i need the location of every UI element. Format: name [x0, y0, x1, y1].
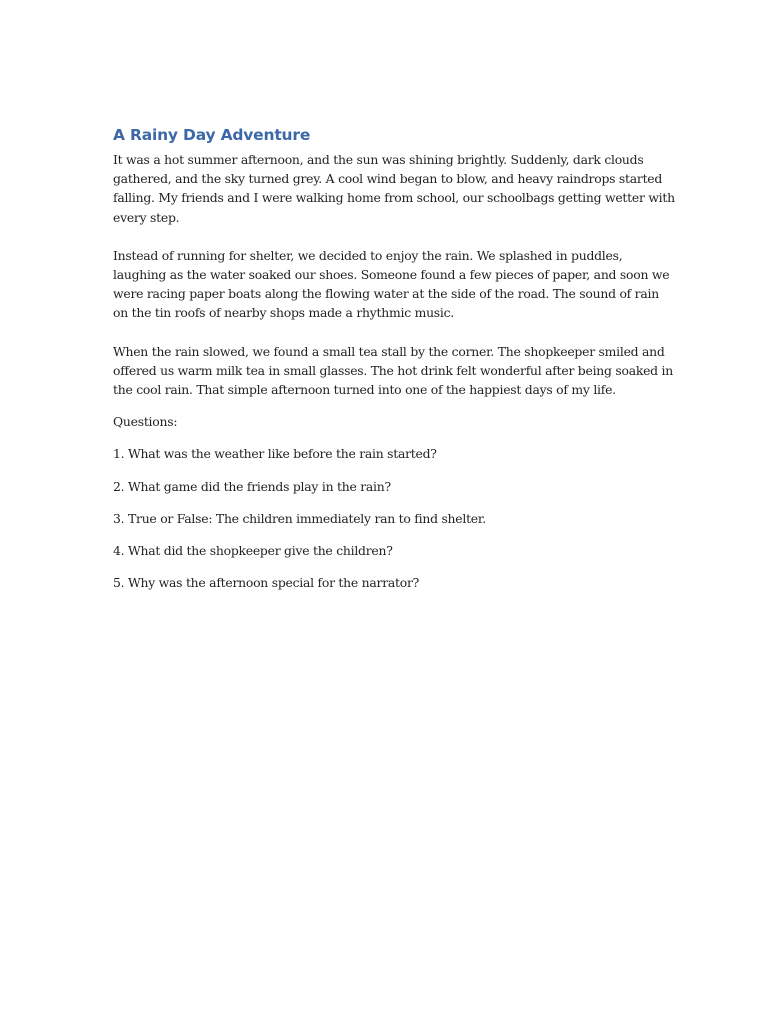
question-5: 5. Why was the afternoon special for the narrator?: [113, 575, 420, 591]
paragraph-line: gathered, and the sky turned grey. A cool wind began to blow, and heavy raindrops started: [113, 171, 663, 187]
paragraph-line: every step.: [113, 209, 180, 225]
question-1: 1. What was the weather like before the rain started?: [113, 446, 437, 462]
paragraph-1: [113, 150, 675, 227]
questions-label: Questions:: [113, 414, 178, 430]
paragraph-line: were racing paper boats along the flowing water at the side of the road. The sound of rain: [113, 286, 659, 302]
paragraph-3: [113, 342, 673, 400]
question-3: 3. True or False: The children immediately ran to find shelter.: [113, 510, 486, 526]
paragraph-line: Instead of running for shelter, we decided to enjoy the rain. We splashed in puddles,: [113, 247, 623, 263]
paragraph-line: falling. My friends and I were walking home from school, our schoolbags getting wetter with: [113, 190, 675, 206]
paragraph-line: When the rain slowed, we found a small tea stall by the corner. The shopkeeper smiled and: [113, 343, 665, 359]
paragraph-line: laughing as the water soaked our shoes. Someone found a few pieces of paper, and soon we: [113, 267, 670, 283]
paragraph-line: on the tin roofs of nearby shops made a rhythmic music.: [113, 305, 454, 321]
document-content: [113, 124, 675, 605]
paragraph-line: It was a hot summer afternoon, and the sun was shining brightly. Suddenly, dark clouds: [113, 152, 644, 167]
paragraph-line: the cool rain. That simple afternoon turned into one of the happiest days of my life.: [113, 382, 616, 398]
paragraph-2: [113, 246, 670, 323]
question-2: 2. What game did the friends play in the rain?: [113, 478, 391, 494]
document-title: A Rainy Day Adventure: [113, 126, 311, 144]
question-4: 4. What did the shopkeeper give the children?: [113, 543, 393, 559]
paragraph-line: offered us warm milk tea in small glasses. The hot drink felt wonderful after being soaked in: [113, 362, 673, 378]
